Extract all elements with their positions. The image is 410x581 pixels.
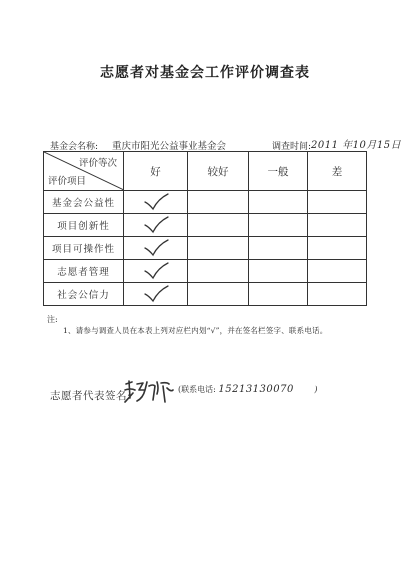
note-text: 1、请参与调查人员在本表上列对应栏内划“√”，并在签名栏签字、联系电话。 bbox=[63, 326, 328, 335]
note-label: 注: bbox=[47, 315, 58, 324]
grade-cell bbox=[124, 191, 188, 214]
grade-cell bbox=[308, 283, 367, 306]
grade-cell bbox=[249, 283, 308, 306]
grade-cell bbox=[188, 283, 249, 306]
phone-value: 15213130070 bbox=[218, 384, 294, 395]
page-title: 志愿者对基金会工作评价调查表 bbox=[100, 65, 310, 81]
grade-cell bbox=[124, 260, 188, 283]
grade-header-fairly-good: 较好 bbox=[188, 152, 249, 191]
checkmark-icon bbox=[124, 216, 187, 234]
grade-cell bbox=[249, 237, 308, 260]
grade-cell bbox=[308, 214, 367, 237]
signature-label: 志愿者代表签名: bbox=[50, 390, 132, 402]
evaluation-table bbox=[43, 151, 367, 306]
table-row bbox=[44, 191, 367, 214]
evaluation-item: 项目创新性 bbox=[44, 214, 124, 237]
contact-phone bbox=[178, 384, 318, 395]
grade-cell bbox=[124, 283, 188, 306]
grade-cell bbox=[124, 237, 188, 260]
checkmark-icon bbox=[124, 239, 187, 257]
table-row bbox=[44, 260, 367, 283]
grade-cell bbox=[188, 191, 249, 214]
checkmark-icon bbox=[124, 285, 187, 303]
handwritten-signature bbox=[123, 378, 175, 408]
grade-cell bbox=[188, 260, 249, 283]
item-axis-label: 评价项目 bbox=[48, 176, 87, 187]
phone-close: ) bbox=[314, 385, 318, 394]
evaluation-item: 社会公信力 bbox=[44, 283, 124, 306]
table-header-row bbox=[44, 152, 367, 191]
grade-axis-label: 评价等次 bbox=[78, 158, 117, 169]
grade-cell bbox=[308, 237, 367, 260]
grade-cell bbox=[188, 237, 249, 260]
grade-cell bbox=[249, 191, 308, 214]
grade-header-average: 一般 bbox=[249, 152, 308, 191]
table-row bbox=[44, 237, 367, 260]
grade-cell bbox=[188, 214, 249, 237]
table-corner-cell bbox=[44, 152, 124, 191]
grade-cell bbox=[308, 260, 367, 283]
table-row bbox=[44, 283, 367, 306]
checkmark-icon bbox=[124, 193, 187, 211]
grade-cell bbox=[249, 214, 308, 237]
grade-cell bbox=[249, 260, 308, 283]
phone-label: (联系电话: bbox=[178, 385, 216, 394]
survey-date-value: 2011 年10月15日 bbox=[311, 140, 402, 151]
grade-header-poor: 差 bbox=[308, 152, 367, 191]
checkmark-icon bbox=[124, 262, 187, 280]
evaluation-item: 项目可操作性 bbox=[44, 237, 124, 260]
evaluation-item: 基金会公益性 bbox=[44, 191, 124, 214]
grade-cell bbox=[308, 191, 367, 214]
evaluation-item: 志愿者管理 bbox=[44, 260, 124, 283]
foundation-label: 基金会名称: bbox=[50, 142, 99, 152]
table-row bbox=[44, 214, 367, 237]
survey-date-label: 调查时间: bbox=[272, 142, 312, 152]
foundation-name: 重庆市阳光公益事业基金会 bbox=[112, 141, 227, 152]
grade-cell bbox=[124, 214, 188, 237]
grade-header-good: 好 bbox=[124, 152, 188, 191]
